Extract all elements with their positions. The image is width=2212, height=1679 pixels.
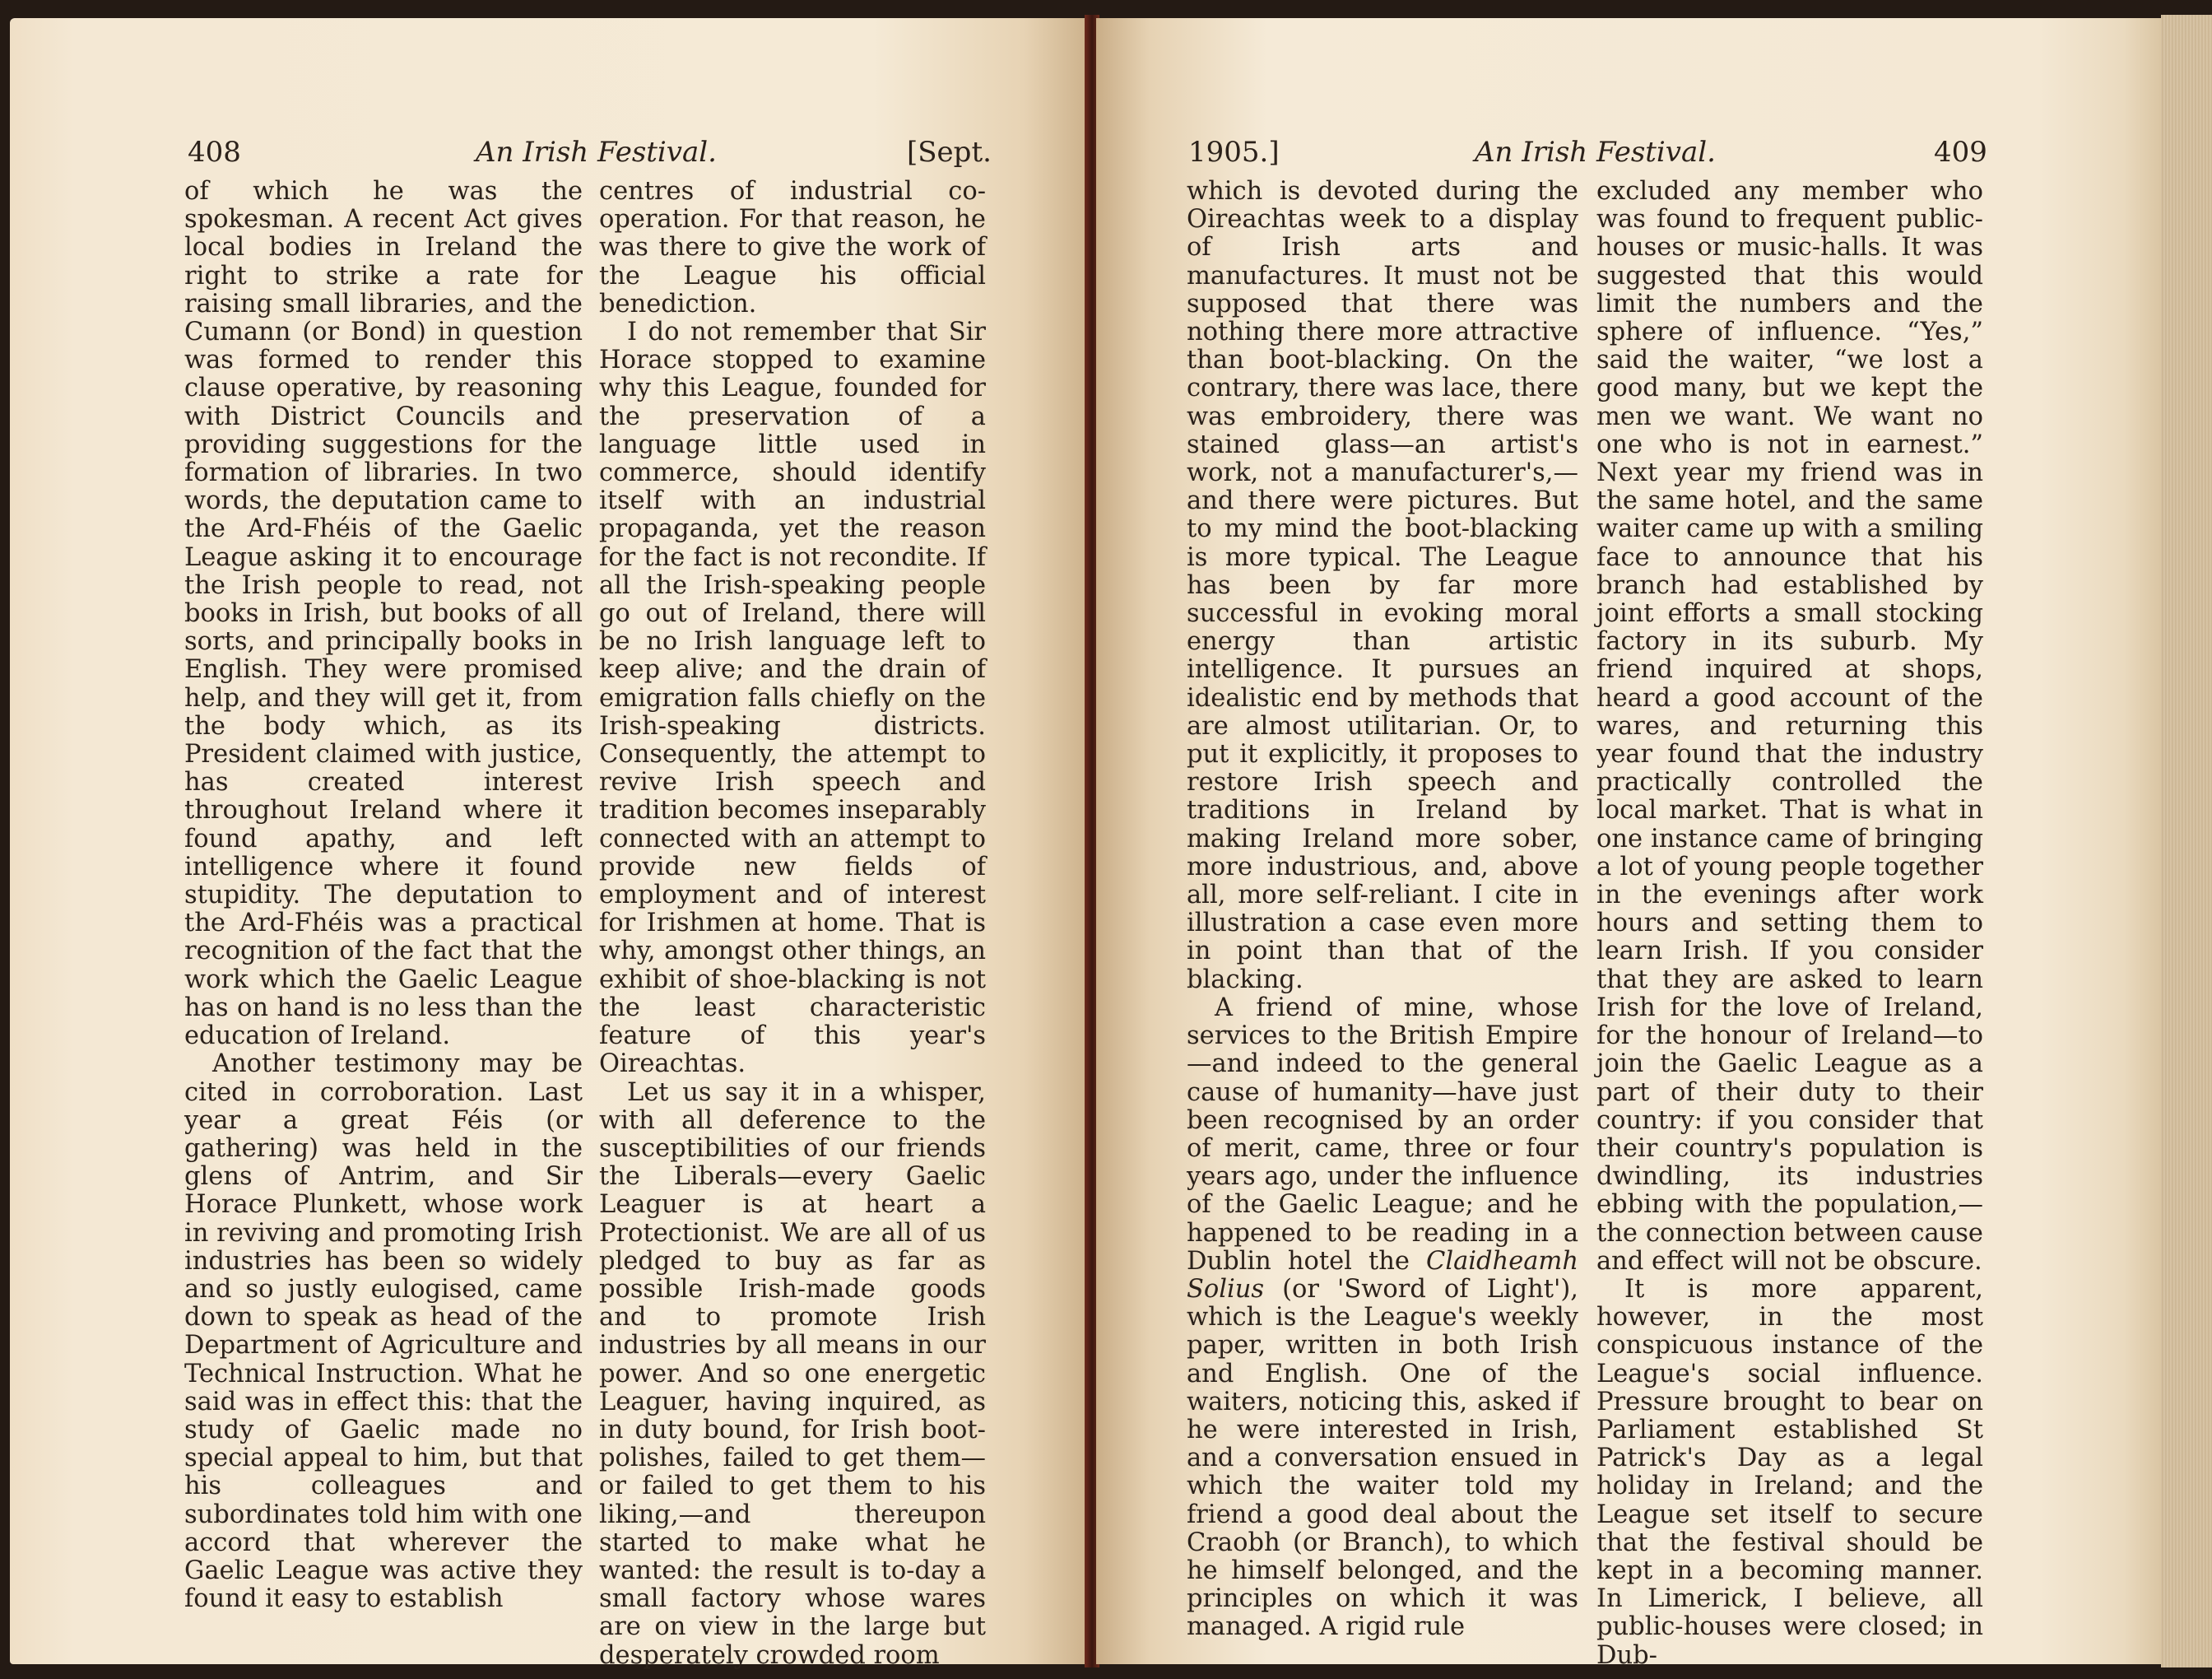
paper-title: Claidheamh Solius	[1187, 1246, 1578, 1304]
text-column	[1596, 178, 1983, 1670]
text-column	[184, 178, 583, 1613]
paragraph: excluded any member who was found to frequent public-houses or music-halls. It was suggested that this would limit the numbers and the sphere of influence. “Yes,” said the waiter, “we lost a good many, but we kept the men we want. We want no one who is not in earnest.” Next year my friend was in the same hotel, and the same waiter came up with a smiling face to announce that his branch had established by joint efforts a small stocking factory in its suburb. My friend inquired at shops, heard a good account of the wares, and returning this year found that the industry practically controlled the local market. That is what in one instance came of bringing a lot of young people together in the evenings after work hours and setting them to learn Irish. If you consider that they are asked to learn Irish for the love of Ireland, for the honour of Ireland—to join the Gaelic League as a part of their duty to their country: if you consider that their country's population is dwindling, its industries ebbing with the population,—the connection between cause and effect will not be obscure.	[1596, 177, 1983, 1276]
text-column	[1187, 178, 1578, 1642]
left-page-header	[10, 132, 1088, 173]
page-number: 409	[1934, 136, 1987, 169]
paragraph: I do not remember that Sir Horace stopped to examine why this League, founded for the preservation of a language little used in commerce, should identify itself with an industrial propaganda, yet the reason for the fact is not recondite. If all the Irish-speaking people go out of Ireland, there will be no Irish language left to keep alive; and the drain of emigration falls chiefly on the Irish-speaking districts. Consequently, the attempt to revive Irish speech and tradition becomes inseparably connected with an attempt to provide new fields of employment and of interest for Irishmen at home. That is why, amongst other things, an exhibit of shoe-blacking is not the least characteristic feature of this year's Oireachtas.	[599, 318, 986, 1079]
paragraph: Another testimony may be cited in corroboration. Last year a great Féis (or gathering) was held in the glens of Antrim, and Sir Horace Plunkett, whose work in reviving and promoting Irish industries has been so widely and so justly eulogised, came down to speak as head of the Department of Agriculture and Technical Instruction. What he said was in effect this: that the study of Gaelic made no special appeal to him, but that his colleagues and subordinates told him with one accord that wherever the Gaelic League was active they found it easy to establish	[184, 1049, 583, 1614]
paragraph: Let us say it in a whisper, with all deference to the susceptibilities of our friends the Liberals—every Gaelic Leaguer is at heart a Protectionist. We are all of us pledged to buy as far as possible Irish-made goods and to promote Irish industries by all means in our power. And so one energetic Leaguer, having inquired, as in duty bound, for Irish boot-polishes, failed to get them—or failed to get them to his liking,—and thereupon started to make what he wanted: the result is to-day a small factory whose wares are on view in the large but desperately crowded room	[599, 1077, 986, 1670]
paragraph-text: A friend of mine, whose services to the British Empire—and indeed to the general cause of humanity—have just been recognised by an order of merit, came, three or four years ago, under the influence of the Gaelic League; and he happened to be reading in a Dublin hotel the	[1187, 993, 1578, 1276]
paragraph-text: (or 'Sword of Light'), which is the League's weekly paper, written in both Irish and English. One of the waiters, noticing this, asked if he were interested in Irish, and a conversation ensued in which the waiter told my friend a good deal about the Craobh (or Branch), to which he himself belonged, and the principles on which it was managed. A rigid rule	[1187, 1274, 1578, 1642]
running-title: An Irish Festival.	[1475, 136, 1716, 169]
page-number: 408	[188, 136, 241, 169]
right-page	[1096, 18, 2166, 1670]
running-title: An Irish Festival.	[476, 136, 717, 169]
text-column	[599, 178, 986, 1670]
paragraph: It is more apparent, however, in the most conspicuous instance of the League's social influence. Pressure brought to bear on Parliament established St Patrick's Day as a legal holiday in Ireland; and the League set itself to secure that the festival should be kept in a becoming manner. In Limerick, I believe, all public-houses were closed; in Dub-	[1596, 1274, 1983, 1670]
paragraph: which is devoted during the Oireachtas week to a display of Irish arts and manufactures. It must not be supposed that there was nothing there more attractive than boot-blacking. On the contrary, there was lace, there was embroidery, there was stained glass—an artist's work, not a manufacturer's,—and there were pictures. But to my mind the boot-blacking is more typical. The League has been by far more successful in evoking moral energy than artistic intelligence. It pursues an idealistic end by methods that are almost utilitarian. Or, to put it explicitly, it proposes to restore Irish speech and traditions in Ireland by making Ireland more sober, more industrious, and, above all, more self-reliant. I cite in illustration a case even more in point than that of the blacking.	[1187, 177, 1578, 994]
paragraph	[1187, 994, 1578, 1642]
right-page-header	[1096, 132, 2166, 173]
paragraph: centres of industrial co-operation. For that reason, he was there to give the work of the League his official benediction.	[599, 177, 986, 319]
paragraph: of which he was the spokesman. A recent Act gives local bodies in Ireland the right to strike a rate for raising small libraries, and the Cumann (or Bond) in question was formed to render this clause operative, by reasoning with District Councils and providing suggestions for the formation of libraries. In two words, the deputation came to the Ard-Fhéis of the Gaelic League asking it to encourage the Irish people to read, not books in Irish, but books of all sorts, and principally books in English. They were promised help, and they will get it, from the body which, as its President claimed with justice, has created interest throughout Ireland where it found apathy, and left intelligence where it found stupidity. The deputation to the Ard-Fhéis was a practical recognition of the fact that the work which the Gaelic League has on hand is no less than the education of Ireland.	[184, 177, 583, 1051]
date-mark: [Sept.	[907, 136, 992, 169]
page-edges	[2161, 15, 2212, 1667]
left-page	[10, 18, 1088, 1670]
date-mark: 1905.]	[1188, 136, 1280, 169]
